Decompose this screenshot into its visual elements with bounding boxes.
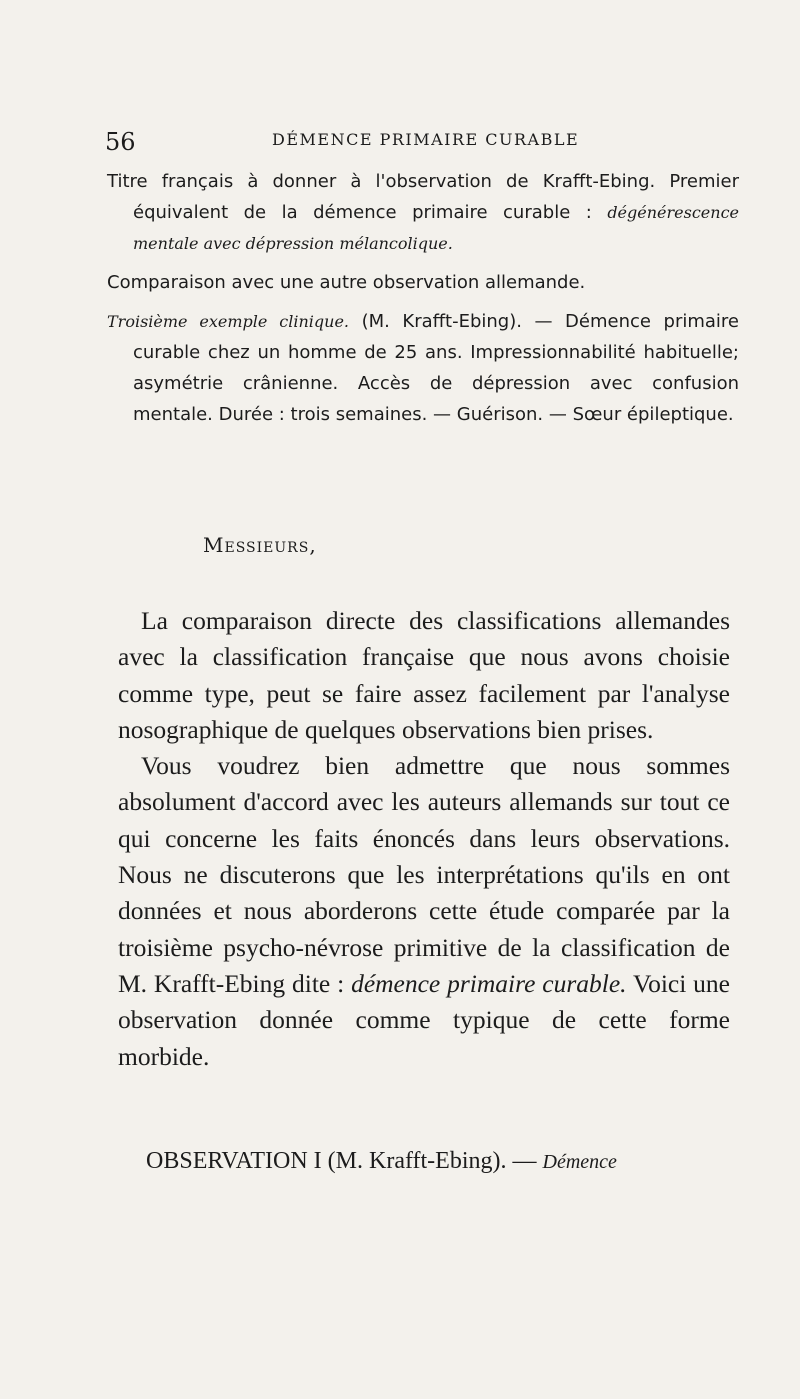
body-text: [118, 603, 730, 1075]
paragraph-italic: démence primaire curable.: [351, 968, 627, 998]
observation-italic: Démence: [542, 1151, 617, 1173]
observation-title: OBSERVATION I: [146, 1148, 322, 1174]
summary-item-text: Titre français à donner à l'observation de Krafft-Ebing. Premier équivalent de la démence primaire curable :: [107, 171, 739, 223]
summary-item-italic: dégénérescence mentale avec dépression mélancolique.: [133, 203, 739, 253]
observation-heading: [118, 1143, 734, 1180]
paragraph: [118, 748, 730, 1075]
running-title: DÉMENCE PRIMAIRE CURABLE: [272, 130, 580, 149]
salutation: Messieurs,: [203, 533, 317, 557]
summary-item: [107, 166, 739, 259]
summary-item-italic: Troisième exemple clinique.: [107, 312, 350, 331]
summary-item: [107, 267, 739, 298]
summary-item-text: Comparaison avec une autre observation allemande.: [107, 272, 586, 293]
summary-item: [107, 306, 739, 430]
page-number: 56: [105, 128, 136, 156]
paragraph: La comparaison directe des classifications allemandes avec la classification française que nous avons choisie comme type, peut se faire assez facilement par l'analyse nosographique de quelques observations bien prises.: [118, 606, 730, 744]
summary-item-text: (M. Krafft-Ebing). — Démence primaire curable chez un homme de 25 ans. Impressionnabilité habituelle; asymétrie crânienne. Accès de dépression avec confusion mentale. Durée : trois semaines. — Guérison. — Sœur épileptique.: [133, 311, 739, 425]
paragraph-text-end: Voici une observation donnée comme typique de cette forme morbide.: [118, 968, 730, 1071]
page-header: [105, 128, 745, 158]
paragraph-text: Vous voudrez bien admettre que nous sommes absolument d'accord avec les auteurs allemands sur tout ce qui concerne les faits énoncés dans leurs observations. Nous ne discuterons que les interprétations qu'ils en ont données et nous aborderons cette étude comparée par la troisième psycho-névrose primitive de la classification de M. Krafft-Ebing dite :: [118, 751, 730, 998]
chapter-summary: [107, 166, 739, 430]
observation-author: (M. Krafft-Ebing). —: [327, 1148, 537, 1174]
